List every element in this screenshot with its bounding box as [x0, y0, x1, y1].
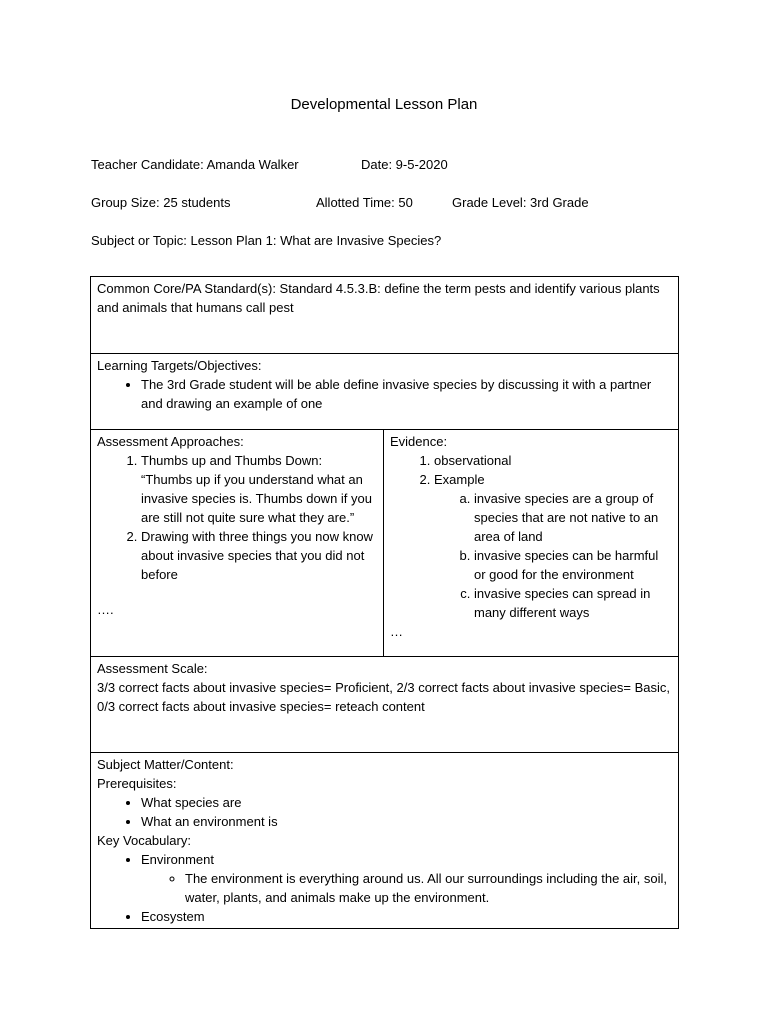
objectives-row: [91, 354, 679, 430]
assessment-row: [91, 430, 679, 657]
teacher-candidate: Teacher Candidate: Amanda Walker: [91, 157, 299, 172]
assessment-label: Assessment Approaches:: [97, 434, 244, 449]
scale-cell: [91, 657, 679, 753]
assessment-item: 2. Drawing with three things you now know about invasive species that you did not before: [141, 527, 377, 584]
objectives-label: Learning Targets/Objectives:: [97, 358, 262, 373]
scale-row: [91, 657, 679, 753]
allotted-time: Allotted Time: 50: [316, 195, 413, 210]
assessment-ellipsis: ….: [97, 602, 114, 617]
evidence-item-text: Example: [434, 472, 485, 487]
evidence-item: [434, 470, 672, 622]
key-vocabulary-label: Key Vocabulary:: [97, 833, 191, 848]
grade-level: Grade Level: 3rd Grade: [452, 195, 589, 210]
subject-matter-cell: [91, 753, 679, 929]
scale-label: Assessment Scale:: [97, 661, 208, 676]
date: Date: 9-5-2020: [361, 157, 448, 172]
prerequisite-item: • What an environment is: [141, 812, 672, 831]
subject-matter-row: [91, 753, 679, 929]
vocab-item: [141, 907, 672, 926]
evidence-label: Evidence:: [390, 434, 448, 449]
assessment-cell: [91, 430, 384, 657]
objective-item: • The 3rd Grade student will be able define invasive species by discussing it with a partner and drawing an example of one: [141, 375, 672, 413]
teacher-line: [91, 157, 299, 172]
prerequisite-item: • What species are: [141, 793, 672, 812]
standards-text: Common Core/PA Standard(s): Standard 4.5.3.B: define the term pests and identify various plants and animals that humans call pest: [97, 281, 660, 315]
evidence-ellipsis: …: [390, 624, 403, 639]
subject-topic: Subject or Topic: Lesson Plan 1: What are Invasive Species?: [91, 233, 442, 248]
standards-row: [91, 277, 679, 354]
evidence-sub-item: c. invasive species can spread in many different ways: [474, 584, 672, 622]
group-size: Group Size: 25 students: [91, 195, 231, 210]
prerequisites-label: Prerequisites:: [97, 776, 177, 791]
evidence-sub-item: a. invasive species are a group of species that are not native to an area of land: [474, 489, 672, 546]
subject-matter-label: Subject Matter/Content:: [97, 757, 234, 772]
document-title: Developmental Lesson Plan: [290, 96, 478, 113]
evidence-sub-item: b. invasive species can be harmful or good for the environment: [474, 546, 672, 584]
scale-text: 3/3 correct facts about invasive species= Proficient, 2/3 correct facts about invasive species= Basic, 0/3 correct facts about invasive species= reteach content: [97, 680, 671, 714]
vocab-item: [141, 850, 672, 907]
lesson-plan-table: [90, 276, 679, 929]
evidence-cell: [384, 430, 679, 657]
assessment-item: 1. Thumbs up and Thumbs Down: “Thumbs up if you understand what an invasive species is. Thumbs down if you are still not quite sure what they are.”: [141, 451, 377, 527]
vocab-definition: ◦ The environment is everything around us. All our surroundings including the air, soil, water, plants, and animals make up the environment.: [185, 869, 672, 907]
vocab-term: Environment: [141, 852, 214, 867]
standards-cell: [91, 277, 679, 354]
objectives-cell: [91, 354, 679, 430]
evidence-item: 1. observational: [434, 451, 672, 470]
vocab-term: Ecosystem: [141, 909, 205, 924]
